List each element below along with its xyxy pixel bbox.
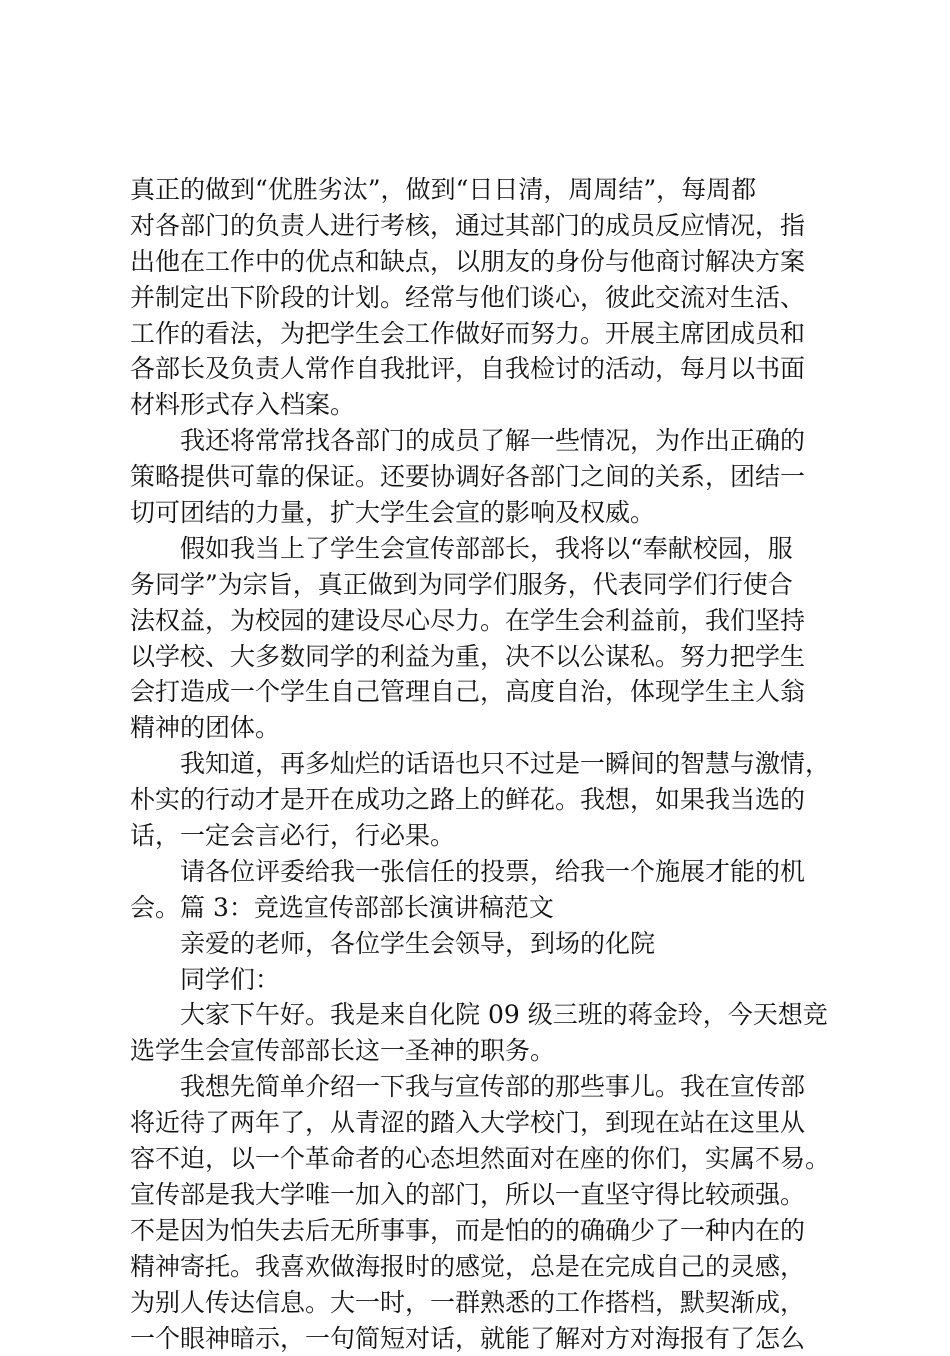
text-line: 将近待了两年了，从青涩的踏入大学校门，到现在站在这里从 — [130, 1105, 850, 1141]
text-line: 一个眼神暗示，一句简短对话，就能了解对方对海报有了怎么 — [130, 1321, 850, 1356]
text-line: 策略提供可靠的保证。还要协调好各部门之间的关系，团结一 — [130, 459, 850, 495]
text-line: 大家下午好。我是来自化院 09 级三班的蒋金玲，今天想竞 — [130, 997, 850, 1033]
text-line: 出他在工作中的优点和缺点，以朋友的身份与他商讨解决方案 — [130, 244, 850, 280]
text-line: 朴实的行动才是开在成功之路上的鲜花。我想，如果我当选的 — [130, 782, 850, 818]
text-line: 请各位评委给我一张信任的投票，给我一个施展才能的机 — [130, 854, 850, 890]
text-line: 容不迫，以一个革命者的心态坦然面对在座的你们，实属不易。 — [130, 1141, 850, 1177]
text-line: 假如我当上了学生会宣传部部长，我将以“奉献校园，服 — [130, 531, 850, 567]
text-line: 精神寄托。我喜欢做海报时的感觉，总是在完成自己的灵感， — [130, 1249, 850, 1285]
text-line: 工作的看法，为把学生会工作做好而努力。开展主席团成员和 — [130, 316, 850, 352]
text-line: 务同学”为宗旨，真正做到为同学们服务，代表同学们行使合 — [130, 567, 850, 603]
text-line: 各部长及负责人常作自我批评，自我检讨的活动，每月以书面 — [130, 351, 850, 387]
text-line: 并制定出下阶段的计划。经常与他们谈心，彼此交流对生活、 — [130, 280, 850, 316]
text-line: 我还将常常找各部门的成员了解一些情况，为作出正确的 — [130, 423, 850, 459]
text-line: 为别人传达信息。大一时，一群熟悉的工作搭档，默契渐成， — [130, 1285, 850, 1321]
text-line: 不是因为怕失去后无所事事，而是怕的的确确少了一种内在的 — [130, 1213, 850, 1249]
text-line: 话，一定会言必行，行必果。 — [130, 818, 850, 854]
text-line: 真正的做到“优胜劣汰”，做到“日日清，周周结”，每周都 — [130, 172, 850, 208]
text-line: 同学们： — [130, 962, 850, 998]
text-line: 我想先简单介绍一下我与宣传部的那些事儿。我在宣传部 — [130, 1069, 850, 1105]
text-line: 以学校、大多数同学的利益为重，决不以公谋私。努力把学生 — [130, 639, 850, 675]
text-line: 法权益，为校园的建设尽心尽力。在学生会利益前，我们坚持 — [130, 603, 850, 639]
text-line: 宣传部是我大学唯一加入的部门，所以一直坚守得比较顽强。 — [130, 1177, 850, 1213]
text-line: 精神的团体。 — [130, 710, 850, 746]
text-line: 选学生会宣传部部长这一圣神的职务。 — [130, 1033, 850, 1069]
text-line: 对各部门的负责人进行考核，通过其部门的成员反应情况，指 — [130, 208, 850, 244]
text-line: 会打造成一个学生自己管理自己，高度自治，体现学生主人翁 — [130, 674, 850, 710]
text-line: 材料形式存入档案。 — [130, 387, 850, 423]
text-line: 我知道，再多灿烂的话语也只不过是一瞬间的智慧与激情， — [130, 746, 850, 782]
body-text — [130, 172, 850, 1356]
text-line: 会。篇 3：竞选宣传部部长演讲稿范文 — [130, 890, 850, 926]
text-line: 切可团结的力量，扩大学生会宣的影响及权威。 — [130, 495, 850, 531]
text-line: 亲爱的老师，各位学生会领导，到场的化院 — [130, 926, 850, 962]
